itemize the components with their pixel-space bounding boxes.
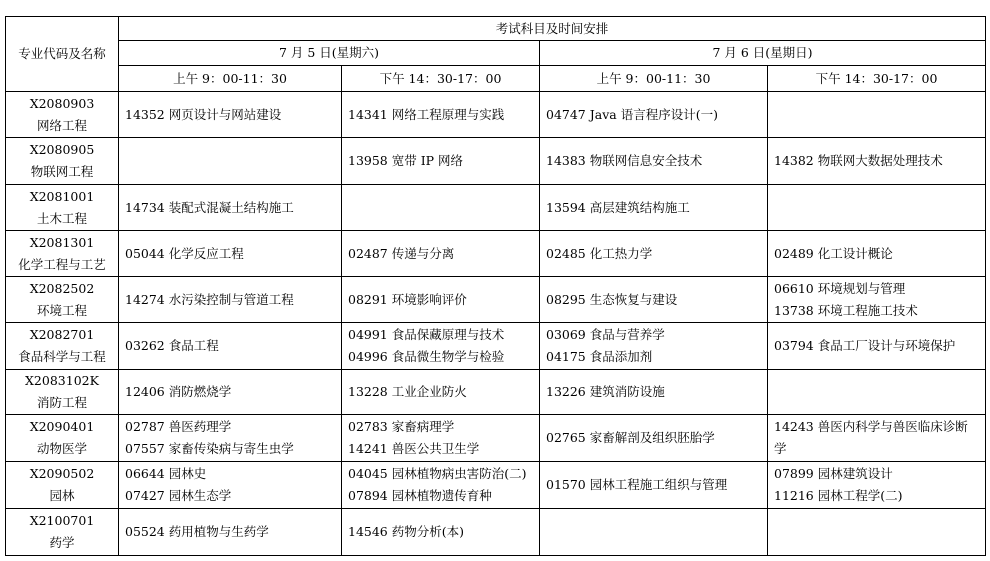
table-row: [6, 323, 986, 370]
day-header-jul5: 7 月 5 日(星期六): [119, 41, 540, 66]
course-cell: [540, 415, 768, 462]
major-name: 消防工程: [36, 395, 87, 410]
course-entry: 07557 家畜传染病与寄生虫学: [125, 441, 294, 456]
course-entry: 14243 兽医内科学与兽医临床诊断学: [774, 419, 968, 456]
course-cell: [342, 231, 540, 277]
course-cell: [342, 138, 540, 185]
major-cell: [6, 415, 119, 462]
course-cell: [342, 323, 540, 370]
course-entry: 06610 环境规划与管理: [774, 280, 906, 296]
course-entry: 14383 物联网信息安全技术: [546, 153, 703, 168]
course-entry: 02783 家畜病理学: [348, 419, 455, 434]
major-name: 园林: [49, 488, 75, 503]
course-cell: [768, 138, 986, 185]
course-cell: [540, 277, 768, 323]
course-entry: 08291 环境影响评价: [348, 291, 467, 307]
course-entry: 14241 兽医公共卫生学: [348, 441, 480, 456]
major-code: X2083102K: [25, 373, 99, 388]
course-entry: 03794 食品工厂设计与环境保护: [774, 338, 956, 353]
table-row: [6, 231, 986, 277]
course-cell: [768, 462, 986, 509]
course-cell: [768, 92, 986, 138]
course-cell: [342, 415, 540, 462]
table-row: [6, 185, 986, 231]
course-cell: [540, 138, 768, 185]
major-name: 动物医学: [36, 441, 87, 456]
exam-schedule-table: [5, 16, 986, 556]
course-cell: [768, 231, 986, 277]
course-cell: [119, 415, 342, 462]
course-cell: [119, 323, 342, 370]
course-cell: [119, 462, 342, 509]
course-entry: 07899 园林建筑设计: [774, 466, 893, 481]
major-cell: [6, 323, 119, 370]
day-header-jul6: 7 月 6 日(星期日): [540, 41, 986, 66]
table-row: [6, 462, 986, 509]
course-cell: [342, 370, 540, 415]
course-entry: 02487 传递与分离: [348, 245, 455, 261]
course-cell: [768, 277, 986, 323]
major-code: X2090401: [29, 419, 95, 434]
major-cell: [6, 138, 119, 185]
course-entry: 04045 园林植物病虫害防治(二): [348, 466, 527, 481]
course-entry: 14382 物联网大数据处理技术: [774, 153, 943, 168]
major-name: 土木工程: [36, 210, 87, 226]
course-cell: [540, 323, 768, 370]
course-cell: [119, 185, 342, 231]
major-column-header: 专业代码及名称: [6, 17, 119, 92]
major-code: X2081301: [29, 234, 95, 250]
table-row: [6, 509, 986, 556]
session-header: 上午 9：00-11：30: [540, 66, 768, 92]
course-entry: 02787 兽医药理学: [125, 419, 232, 434]
session-header: 下午 14：30-17：00: [342, 66, 540, 92]
major-name: 药学: [49, 535, 75, 550]
course-entry: 06644 园林史: [125, 466, 207, 481]
course-entry: 14734 装配式混凝土结构施工: [125, 199, 294, 215]
course-entry: 13228 工业企业防火: [348, 384, 467, 399]
course-cell: [540, 185, 768, 231]
course-cell: [540, 509, 768, 556]
course-cell: [540, 462, 768, 509]
course-entry: 01570 园林工程施工组织与管理: [546, 477, 728, 492]
course-entry: 07427 园林生态学: [125, 488, 232, 503]
major-name: 物联网工程: [30, 164, 94, 179]
course-cell: [342, 185, 540, 231]
major-cell: [6, 509, 119, 556]
course-cell: [119, 92, 342, 138]
course-entry: 04175 食品添加剂: [546, 349, 653, 364]
session-header: 下午 14：30-17：00: [768, 66, 986, 92]
course-cell: [119, 231, 342, 277]
course-entry: 07894 园林植物遗传育种: [348, 488, 492, 503]
course-cell: [768, 370, 986, 415]
major-code: X2090502: [29, 466, 95, 481]
table-row: [6, 277, 986, 323]
session-header: 上午 9：00-11：30: [119, 66, 342, 92]
course-entry: 13958 宽带 IP 网络: [348, 153, 464, 168]
course-entry: 13594 高层建筑结构施工: [546, 199, 690, 215]
course-cell: [119, 138, 342, 185]
course-entry: 11216 园林工程学(二): [774, 488, 903, 503]
table-row: [6, 370, 986, 415]
major-cell: [6, 370, 119, 415]
major-name: 化学工程与工艺: [18, 256, 106, 272]
course-entry: 04991 食品保藏原理与技术: [348, 327, 505, 342]
course-entry: 13226 建筑消防设施: [546, 384, 665, 399]
major-name: 网络工程: [36, 117, 87, 133]
schedule-title-header: 考试科目及时间安排: [119, 17, 986, 41]
course-cell: [768, 509, 986, 556]
course-cell: [342, 277, 540, 323]
course-entry: 14341 网络工程原理与实践: [348, 106, 505, 122]
course-cell: [342, 462, 540, 509]
course-cell: [119, 509, 342, 556]
course-cell: [768, 415, 986, 462]
major-cell: [6, 185, 119, 231]
major-cell: [6, 92, 119, 138]
major-cell: [6, 277, 119, 323]
course-entry: 05044 化学反应工程: [125, 245, 244, 261]
course-entry: 04996 食品微生物学与检验: [348, 349, 505, 364]
course-cell: [768, 323, 986, 370]
table-row: [6, 92, 986, 138]
course-entry: 03262 食品工程: [125, 338, 219, 353]
course-cell: [540, 92, 768, 138]
course-entry: 13738 环境工程施工技术: [774, 302, 918, 318]
course-entry: 12406 消防燃烧学: [125, 384, 232, 399]
course-cell: [342, 509, 540, 556]
course-entry: 14546 药物分析(本): [348, 524, 464, 539]
course-cell: [119, 370, 342, 415]
schedule-body: [6, 92, 986, 556]
major-code: X2082701: [29, 327, 95, 342]
course-entry: 14274 水污染控制与管道工程: [125, 291, 294, 307]
course-cell: [540, 231, 768, 277]
major-code: X2080905: [29, 142, 95, 157]
course-cell: [768, 185, 986, 231]
course-cell: [119, 277, 342, 323]
table-row: [6, 138, 986, 185]
major-name: 食品科学与工程: [18, 349, 106, 364]
course-entry: 04747 Java 语言程序设计(一): [546, 106, 718, 122]
major-cell: [6, 462, 119, 509]
course-cell: [540, 370, 768, 415]
course-cell: [342, 92, 540, 138]
major-code: X2082502: [29, 280, 95, 296]
major-code: X2100701: [29, 513, 95, 528]
course-entry: 08295 生态恢复与建设: [546, 291, 678, 307]
major-name: 环境工程: [36, 302, 87, 318]
table-row: [6, 415, 986, 462]
course-entry: 05524 药用植物与生药学: [125, 524, 269, 539]
course-entry: 02765 家畜解剖及组织胚胎学: [546, 430, 715, 445]
course-entry: 03069 食品与营养学: [546, 327, 665, 342]
course-entry: 02489 化工设计概论: [774, 245, 893, 261]
major-cell: [6, 231, 119, 277]
major-code: X2081001: [29, 188, 95, 204]
course-entry: 14352 网页设计与网站建设: [125, 106, 282, 122]
major-code: X2080903: [29, 95, 95, 111]
course-entry: 02485 化工热力学: [546, 245, 653, 261]
